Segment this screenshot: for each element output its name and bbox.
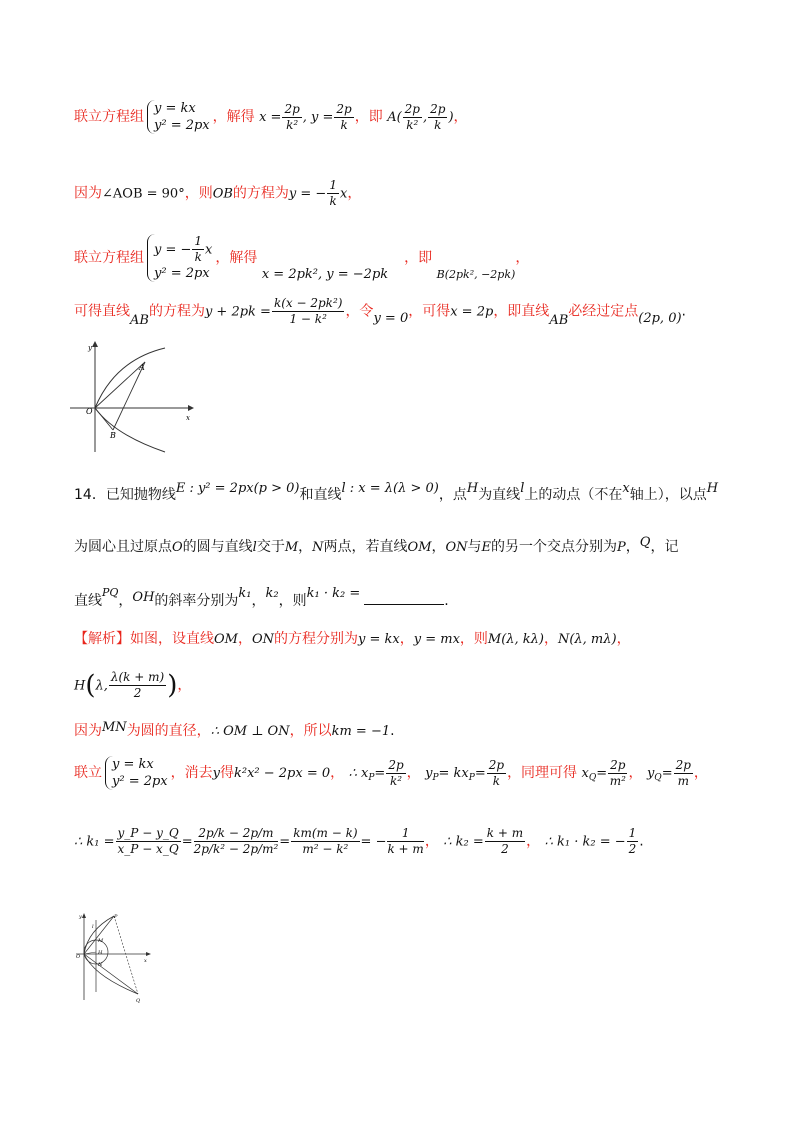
label-n: N bbox=[98, 962, 103, 968]
equation-system: y = kx y² = 2px bbox=[147, 100, 210, 134]
question-14-line-2: 为圆心且过原点O的圆与直线l交于M，N两点，若直线OM，ON与E的另一个交点分别为P，Q，记 bbox=[74, 535, 679, 555]
label-y: y bbox=[79, 914, 82, 920]
solution-line-2: 因为∠AOB = 90°，则OB的方程为y = − $\frac{1}{k}$ x， bbox=[74, 178, 362, 208]
equation-system: y = kx y² = 2px bbox=[105, 756, 168, 790]
label-q: Q bbox=[136, 998, 141, 1004]
analysis-line-3: 因为MN为圆的直径，∴ OM ⊥ ON，所以km = −1. bbox=[74, 720, 395, 739]
solution-line-1: 联立方程组 y = kx y² = 2px ，解得 x = $\frac{2p}{\text{k²}}$ , y = $\frac{2p}{k}$ ，即 A( $\frac{2p}{\text{k²}}$ , $\frac{2p}{k}$ )， bbox=[74, 101, 468, 133]
figure-parabola-circle bbox=[74, 912, 154, 1004]
answer-blank bbox=[364, 604, 444, 605]
question-14-line-3: 直线$^{PQ}$，OH的斜率分别为k₁，k₂，则k₁ · k₂ = . bbox=[74, 586, 449, 609]
label-m: M bbox=[98, 938, 104, 944]
label-y: y bbox=[88, 344, 92, 352]
y-axis-arrow-icon bbox=[82, 913, 86, 918]
y-axis-arrow-icon bbox=[92, 341, 98, 347]
x-axis-arrow-icon bbox=[188, 405, 194, 411]
label-b: B bbox=[110, 431, 116, 440]
figure-parabola-chord-ab bbox=[70, 340, 195, 455]
solution-line-3: 联立方程组 y = − $\frac{1}{k}$ x y² = 2px ，解得 x = 2pk², y = −2pk，即 $_{B(2pk^2, -2pk)}$， bbox=[74, 234, 530, 282]
analysis-tag: 【解析】如图，设直线 bbox=[74, 631, 214, 647]
analysis-line-4: 联立 y = kx y² = 2px ，消去y得k²x² − 2px = 0， ∴ $x_P=$ $\frac{2p}{\text{k²}}$ ， $y_P= kx_P=$ $\frac{2p}{k}$ ，同理可得 $x_Q=$ $\frac{2p}{\text{m²}}$ ， $y_Q=$ $\frac{2p}{m}$ ， bbox=[74, 757, 708, 789]
label-l: l bbox=[92, 924, 94, 930]
label-a: A bbox=[139, 363, 145, 372]
label-o: O bbox=[76, 954, 81, 960]
solution-line-4: 可得直线AB的方程为y + 2pk = $\frac{\text{k(x − 2pk²)}}{\text{1 − k²}}$ ，令y = 0，可得x = 2p，即直线AB必经过定点(2p, 0). bbox=[74, 296, 686, 328]
label-x: x bbox=[144, 958, 147, 964]
equation-system: y = − $\frac{1}{k}$ x y² = 2px bbox=[147, 234, 212, 282]
question-14-line-1: 14．已知抛物线E : y² = 2px(p > 0)和直线l : x = λ(λ > 0)，点H为直线l上的动点（不在x轴上），以点H bbox=[74, 481, 719, 503]
label-x: x bbox=[186, 414, 190, 422]
analysis-line-1: 【解析】如图，设直线OM，ON的方程分别为y = kx，y = mx，则M(λ, kλ)，N(λ, mλ)， bbox=[74, 631, 631, 647]
analysis-line-2: H(λ, $\frac{\lambda(k + m)}{2}$ )， bbox=[74, 670, 192, 701]
line-op bbox=[84, 916, 114, 954]
x-axis-arrow-icon bbox=[146, 952, 151, 956]
parabola-curve bbox=[95, 348, 165, 452]
label-p: P bbox=[114, 914, 118, 920]
text-lead: 联立方程组 bbox=[74, 109, 144, 125]
label-h: H bbox=[98, 950, 103, 956]
chord-ab bbox=[113, 362, 145, 430]
label-o: O bbox=[86, 407, 93, 416]
line-ob bbox=[95, 408, 113, 430]
chord-pq bbox=[114, 916, 138, 994]
line-oa bbox=[95, 362, 145, 408]
line-oq bbox=[84, 954, 138, 994]
analysis-line-5: ∴ k₁ = $\frac{y\_P - y\_Q}{x\_P - x\_Q}$ = $\frac{2p/k - 2p/m}{\text{2p/k² − 2p/m²}}$ = $\frac{km(m - k)}{\text{m² − k²}}$ = − $\frac{1}{k + m}$ ， ∴ k₂ = $\frac{k + m}{2}$ ， ∴ k₁ · k₂ = − $\frac{1}{2}$ . bbox=[74, 826, 644, 856]
